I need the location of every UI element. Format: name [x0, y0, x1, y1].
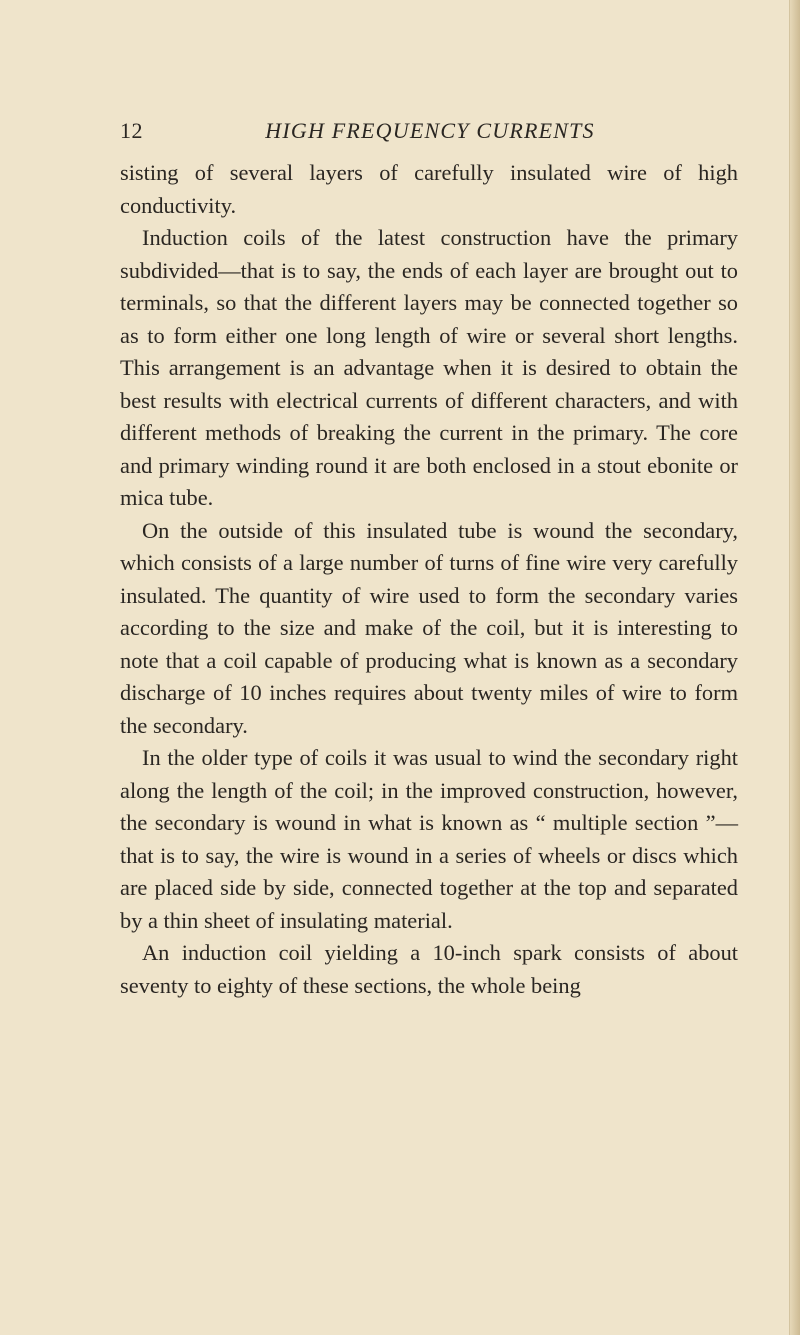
- paragraph: An induction coil yielding a 10-inch spark consists of about seventy to eighty of these sections, the whole being: [120, 940, 738, 998]
- running-title: HIGH FREQUENCY CURRENTS: [265, 118, 595, 143]
- paragraph: Induction coils of the latest construction have the primary subdivided—that is to say, the ends of each layer are brought out to terminals, so that the different layers may be connected together so as to form either one long length of wire or several short lengths. This arrangement is an advantage when it is desired to obtain the best results with electrical currents of different characters, and with different methods of breaking the current in the primary. The core and primary winding round it are both enclosed in a stout ebonite or mica tube.: [120, 225, 738, 510]
- paragraph: On the outside of this insulated tube is wound the secondary, which consists of a large number of turns of fine wire very carefully insulated. The quantity of wire used to form the secondary varies according to the size and make of the coil, but it is interesting to note that a coil capable of producing what is known as a secondary discharge of 10 inches requires about twenty miles of wire to form the secondary.: [120, 517, 738, 738]
- body-text: [120, 157, 738, 1002]
- page-number: 12: [120, 118, 143, 143]
- running-head: [120, 118, 740, 150]
- paragraph-continuation: sisting of several layers of carefully insulated wire of high conductivity.: [120, 160, 738, 218]
- paragraph: In the older type of coils it was usual to wind the secondary right along the length of the coil; in the improved construction, however, the secondary is wound in what is known as “ multiple section ”—that is to say, the wire is wound in a series of wheels or discs which are placed side by side, connected together at the top and separated by a thin sheet of insulating material.: [120, 745, 738, 933]
- page-edge: [790, 0, 800, 1335]
